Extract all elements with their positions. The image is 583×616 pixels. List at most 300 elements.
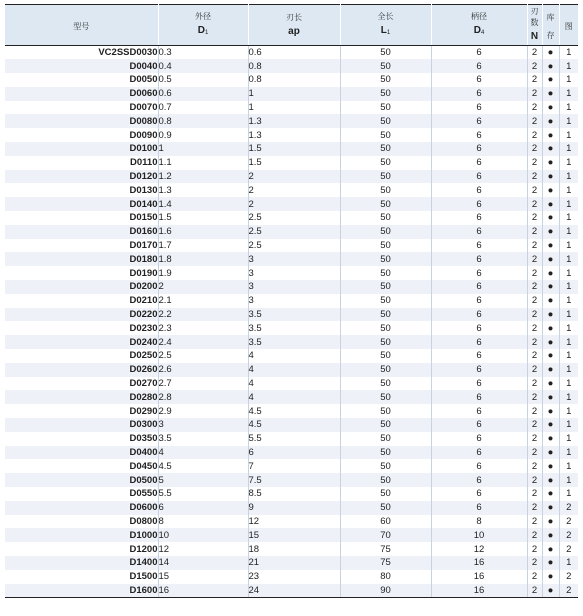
cell-flutes: 2 — [527, 197, 542, 211]
cell-model: D0170 — [5, 239, 158, 253]
cell-cutting-length: 2 — [248, 183, 340, 197]
cell-shank-diameter: 6 — [431, 473, 527, 487]
cell-overall-length: 50 — [340, 487, 431, 501]
cell-stock: ● — [542, 515, 559, 529]
cell-figure: 1 — [559, 87, 578, 101]
header-shank-diameter — [431, 5, 527, 46]
cell-stock: ● — [542, 46, 559, 60]
cell-shank-diameter: 6 — [431, 211, 527, 225]
cell-stock: ● — [542, 473, 559, 487]
cell-model: D0240 — [5, 335, 158, 349]
cell-shank-diameter: 6 — [431, 197, 527, 211]
header-flutes-label: 刃数 — [530, 7, 539, 27]
cell-flutes: 2 — [527, 211, 542, 225]
cell-outer-diameter: 4.5 — [158, 459, 248, 473]
cell-overall-length: 50 — [340, 321, 431, 335]
cell-figure: 1 — [559, 404, 578, 418]
cell-stock: ● — [542, 128, 559, 142]
cell-figure: 1 — [559, 280, 578, 294]
cell-overall-length: 50 — [340, 142, 431, 156]
cell-overall-length: 60 — [340, 515, 431, 529]
cell-cutting-length: 2.5 — [248, 225, 340, 239]
cell-overall-length: 50 — [340, 239, 431, 253]
cell-shank-diameter: 6 — [431, 446, 527, 460]
cell-cutting-length: 24 — [248, 584, 340, 598]
cell-shank-diameter: 6 — [431, 46, 527, 60]
cell-cutting-length: 6 — [248, 446, 340, 460]
cell-stock: ● — [542, 487, 559, 501]
cell-flutes: 2 — [527, 294, 542, 308]
cell-cutting-length: 4 — [248, 349, 340, 363]
cell-cutting-length: 1 — [248, 101, 340, 115]
cell-shank-diameter: 12 — [431, 542, 527, 556]
cell-figure: 2 — [559, 501, 578, 515]
cell-outer-diameter: 1 — [158, 142, 248, 156]
cell-model: VC2SSD0030 — [5, 46, 158, 60]
cell-figure: 1 — [559, 142, 578, 156]
cell-flutes: 2 — [527, 459, 542, 473]
header-outer-diameter — [158, 5, 248, 46]
cell-outer-diameter: 2.3 — [158, 321, 248, 335]
cell-model: D0130 — [5, 183, 158, 197]
cell-figure: 2 — [559, 515, 578, 529]
header-cutting-length-label: 刃长 — [286, 12, 302, 22]
cell-outer-diameter: 3 — [158, 418, 248, 432]
cell-model: D0110 — [5, 156, 158, 170]
cell-model: D0800 — [5, 515, 158, 529]
header-outer-diameter-label: 外径 — [195, 11, 211, 21]
cell-cutting-length: 1.5 — [248, 156, 340, 170]
cell-figure: 1 — [559, 432, 578, 446]
cell-overall-length: 50 — [340, 404, 431, 418]
header-row — [5, 5, 578, 46]
cell-model: D0160 — [5, 225, 158, 239]
cell-overall-length: 50 — [340, 183, 431, 197]
cell-figure: 1 — [559, 308, 578, 322]
cell-cutting-length: 1.3 — [248, 114, 340, 128]
cell-figure: 1 — [559, 59, 578, 73]
cell-stock: ● — [542, 156, 559, 170]
cell-cutting-length: 2.5 — [248, 239, 340, 253]
cell-flutes: 2 — [527, 515, 542, 529]
cell-figure: 1 — [559, 239, 578, 253]
cell-model: D0600 — [5, 501, 158, 515]
cell-figure: 2 — [559, 584, 578, 598]
cell-outer-diameter: 1.8 — [158, 252, 248, 266]
table-row — [5, 349, 578, 363]
cell-shank-diameter: 6 — [431, 114, 527, 128]
cell-overall-length: 50 — [340, 377, 431, 391]
cell-stock: ● — [542, 528, 559, 542]
cell-figure: 1 — [559, 101, 578, 115]
cell-figure: 1 — [559, 487, 578, 501]
cell-outer-diameter: 16 — [158, 584, 248, 598]
table-row — [5, 280, 578, 294]
cell-outer-diameter: 5 — [158, 473, 248, 487]
cell-flutes: 2 — [527, 73, 542, 87]
cell-outer-diameter: 4 — [158, 446, 248, 460]
cell-stock: ● — [542, 335, 559, 349]
cell-outer-diameter: 6 — [158, 501, 248, 515]
cell-outer-diameter: 0.9 — [158, 128, 248, 142]
table-row — [5, 73, 578, 87]
cell-shank-diameter: 6 — [431, 349, 527, 363]
cell-outer-diameter: 0.3 — [158, 46, 248, 60]
cell-overall-length: 50 — [340, 266, 431, 280]
cell-stock: ● — [542, 542, 559, 556]
header-d4-subscript: 4 — [480, 29, 485, 36]
table-row — [5, 101, 578, 115]
cell-outer-diameter: 2.8 — [158, 390, 248, 404]
cell-shank-diameter: 16 — [431, 570, 527, 584]
cell-outer-diameter: 2.7 — [158, 377, 248, 391]
cell-flutes: 2 — [527, 59, 542, 73]
table-row — [5, 584, 578, 598]
cell-model: D0200 — [5, 280, 158, 294]
cell-outer-diameter: 5.5 — [158, 487, 248, 501]
cell-flutes: 2 — [527, 266, 542, 280]
cell-flutes: 2 — [527, 390, 542, 404]
cell-shank-diameter: 6 — [431, 459, 527, 473]
cell-outer-diameter: 2.4 — [158, 335, 248, 349]
table-row — [5, 321, 578, 335]
cell-outer-diameter: 1.5 — [158, 211, 248, 225]
cell-cutting-length: 3 — [248, 294, 340, 308]
cell-flutes: 2 — [527, 156, 542, 170]
cell-overall-length: 75 — [340, 542, 431, 556]
cell-flutes: 2 — [527, 239, 542, 253]
cell-overall-length: 50 — [340, 459, 431, 473]
cell-outer-diameter: 0.6 — [158, 87, 248, 101]
table-row — [5, 197, 578, 211]
cell-shank-diameter: 6 — [431, 501, 527, 515]
cell-flutes: 2 — [527, 377, 542, 391]
header-ap-symbol: ap — [288, 25, 300, 37]
cell-shank-diameter: 6 — [431, 156, 527, 170]
table-row — [5, 225, 578, 239]
header-model-label: 型号 — [73, 22, 90, 31]
cell-stock: ● — [542, 280, 559, 294]
cell-outer-diameter: 1.7 — [158, 239, 248, 253]
cell-figure: 1 — [559, 473, 578, 487]
cell-figure: 1 — [559, 46, 578, 60]
table-row — [5, 542, 578, 556]
cell-shank-diameter: 6 — [431, 432, 527, 446]
cell-flutes: 2 — [527, 418, 542, 432]
table-row — [5, 239, 578, 253]
cell-outer-diameter: 0.7 — [158, 101, 248, 115]
cell-overall-length: 50 — [340, 101, 431, 115]
table-row — [5, 404, 578, 418]
header-n-symbol: N — [530, 31, 539, 42]
cell-shank-diameter: 6 — [431, 418, 527, 432]
cell-model: D0180 — [5, 252, 158, 266]
cell-cutting-length: 15 — [248, 528, 340, 542]
cell-figure: 1 — [559, 114, 578, 128]
cell-stock: ● — [542, 59, 559, 73]
cell-figure: 1 — [559, 156, 578, 170]
header-d1-symbol — [159, 24, 248, 40]
cell-flutes: 2 — [527, 556, 542, 570]
cell-cutting-length: 4 — [248, 377, 340, 391]
cell-figure: 1 — [559, 252, 578, 266]
header-d1-subscript: 1 — [204, 29, 209, 36]
cell-stock: ● — [542, 252, 559, 266]
cell-shank-diameter: 6 — [431, 142, 527, 156]
cell-model: D0040 — [5, 59, 158, 73]
cell-model: D0450 — [5, 459, 158, 473]
cell-overall-length: 50 — [340, 252, 431, 266]
table-row — [5, 446, 578, 460]
cell-figure: 1 — [559, 556, 578, 570]
table-row — [5, 556, 578, 570]
header-flutes — [527, 5, 542, 46]
cell-cutting-length: 23 — [248, 570, 340, 584]
cell-model: D0230 — [5, 321, 158, 335]
cell-cutting-length: 4.5 — [248, 418, 340, 432]
header-shank-diameter-label: 柄径 — [471, 11, 487, 21]
cell-model: D0210 — [5, 294, 158, 308]
cell-model: D0500 — [5, 473, 158, 487]
header-d4-letter: D — [473, 24, 481, 36]
cell-shank-diameter: 6 — [431, 280, 527, 294]
spec-table — [5, 4, 578, 598]
cell-flutes: 2 — [527, 128, 542, 142]
cell-model: D0070 — [5, 101, 158, 115]
cell-model: D0060 — [5, 87, 158, 101]
header-figure — [559, 5, 578, 46]
cell-stock: ● — [542, 459, 559, 473]
cell-outer-diameter: 8 — [158, 515, 248, 529]
cell-model: D0280 — [5, 390, 158, 404]
cell-shank-diameter: 6 — [431, 252, 527, 266]
cell-outer-diameter: 2.5 — [158, 349, 248, 363]
cell-shank-diameter: 10 — [431, 528, 527, 542]
cell-shank-diameter: 6 — [431, 170, 527, 184]
cell-flutes: 2 — [527, 432, 542, 446]
cell-model: D0100 — [5, 142, 158, 156]
cell-shank-diameter: 6 — [431, 225, 527, 239]
table-row — [5, 156, 578, 170]
cell-figure: 1 — [559, 170, 578, 184]
cell-outer-diameter: 1.2 — [158, 170, 248, 184]
cell-shank-diameter: 6 — [431, 183, 527, 197]
cell-cutting-length: 0.6 — [248, 46, 340, 60]
cell-flutes: 2 — [527, 321, 542, 335]
cell-flutes: 2 — [527, 501, 542, 515]
table-row — [5, 390, 578, 404]
cell-figure: 1 — [559, 266, 578, 280]
cell-shank-diameter: 6 — [431, 59, 527, 73]
cell-model: D1200 — [5, 542, 158, 556]
cell-stock: ● — [542, 183, 559, 197]
cell-cutting-length: 1.3 — [248, 128, 340, 142]
cell-overall-length: 50 — [340, 349, 431, 363]
cell-overall-length: 50 — [340, 46, 431, 60]
header-l1-letter: L — [380, 24, 387, 36]
cell-outer-diameter: 1.1 — [158, 156, 248, 170]
cell-overall-length: 50 — [340, 225, 431, 239]
cell-overall-length: 50 — [340, 114, 431, 128]
cell-figure: 1 — [559, 377, 578, 391]
cell-outer-diameter: 10 — [158, 528, 248, 542]
cell-flutes: 2 — [527, 225, 542, 239]
cell-stock: ● — [542, 142, 559, 156]
cell-outer-diameter: 1.6 — [158, 225, 248, 239]
header-cutting-length — [248, 5, 340, 46]
cell-figure: 1 — [559, 183, 578, 197]
cell-figure: 1 — [559, 446, 578, 460]
cell-overall-length: 50 — [340, 390, 431, 404]
cell-overall-length: 50 — [340, 211, 431, 225]
cell-cutting-length: 8.5 — [248, 487, 340, 501]
cell-stock: ● — [542, 225, 559, 239]
table-row — [5, 183, 578, 197]
cell-shank-diameter: 16 — [431, 556, 527, 570]
cell-figure: 2 — [559, 570, 578, 584]
cell-shank-diameter: 6 — [431, 335, 527, 349]
cell-model: D0300 — [5, 418, 158, 432]
table-row — [5, 308, 578, 322]
cell-figure: 1 — [559, 335, 578, 349]
cell-cutting-length: 18 — [248, 542, 340, 556]
cell-cutting-length: 3.5 — [248, 321, 340, 335]
cell-overall-length: 75 — [340, 556, 431, 570]
cell-figure: 2 — [559, 528, 578, 542]
cell-figure: 1 — [559, 73, 578, 87]
cell-figure: 1 — [559, 225, 578, 239]
cell-model: D0270 — [5, 377, 158, 391]
cell-figure: 1 — [559, 321, 578, 335]
cell-outer-diameter: 2.2 — [158, 308, 248, 322]
cell-model: D1400 — [5, 556, 158, 570]
table-header — [5, 5, 578, 46]
cell-overall-length: 50 — [340, 128, 431, 142]
cell-cutting-length: 3.5 — [248, 335, 340, 349]
header-l1-subscript: 1 — [386, 29, 391, 36]
cell-cutting-length: 4 — [248, 363, 340, 377]
cell-cutting-length: 2.5 — [248, 211, 340, 225]
cell-figure: 1 — [559, 349, 578, 363]
cell-shank-diameter: 8 — [431, 515, 527, 529]
cell-shank-diameter: 6 — [431, 73, 527, 87]
table-row — [5, 432, 578, 446]
cell-overall-length: 50 — [340, 473, 431, 487]
cell-shank-diameter: 6 — [431, 266, 527, 280]
cell-model: D0120 — [5, 170, 158, 184]
cell-outer-diameter: 2.1 — [158, 294, 248, 308]
cell-outer-diameter: 0.4 — [158, 59, 248, 73]
cell-flutes: 2 — [527, 87, 542, 101]
table-row — [5, 142, 578, 156]
header-d4-symbol — [432, 24, 527, 40]
cell-flutes: 2 — [527, 142, 542, 156]
table-row — [5, 377, 578, 391]
cell-outer-diameter: 1.9 — [158, 266, 248, 280]
table-row — [5, 294, 578, 308]
header-figure-label: 图 — [564, 22, 573, 31]
cell-outer-diameter: 1.4 — [158, 197, 248, 211]
cell-flutes: 2 — [527, 308, 542, 322]
cell-overall-length: 50 — [340, 197, 431, 211]
cell-model: D0400 — [5, 446, 158, 460]
table-row — [5, 501, 578, 515]
cell-outer-diameter: 2.6 — [158, 363, 248, 377]
cell-flutes: 2 — [527, 363, 542, 377]
cell-outer-diameter: 14 — [158, 556, 248, 570]
cell-stock: ● — [542, 418, 559, 432]
cell-overall-length: 50 — [340, 87, 431, 101]
cell-cutting-length: 12 — [248, 515, 340, 529]
cell-model: D0140 — [5, 197, 158, 211]
cell-model: D0260 — [5, 363, 158, 377]
cell-overall-length: 50 — [340, 363, 431, 377]
cell-figure: 1 — [559, 294, 578, 308]
table-row — [5, 59, 578, 73]
cell-flutes: 2 — [527, 349, 542, 363]
cell-outer-diameter: 12 — [158, 542, 248, 556]
cell-stock: ● — [542, 294, 559, 308]
cell-flutes: 2 — [527, 335, 542, 349]
table-row — [5, 114, 578, 128]
table-row — [5, 211, 578, 225]
cell-flutes: 2 — [527, 252, 542, 266]
cell-cutting-length: 9 — [248, 501, 340, 515]
cell-flutes: 2 — [527, 570, 542, 584]
cell-flutes: 2 — [527, 446, 542, 460]
table-row — [5, 515, 578, 529]
cell-overall-length: 50 — [340, 73, 431, 87]
cell-cutting-length: 21 — [248, 556, 340, 570]
cell-shank-diameter: 6 — [431, 294, 527, 308]
cell-flutes: 2 — [527, 404, 542, 418]
table-row — [5, 170, 578, 184]
header-model — [5, 5, 158, 46]
cell-model: D1600 — [5, 584, 158, 598]
cell-overall-length: 50 — [340, 432, 431, 446]
cell-model: D0080 — [5, 114, 158, 128]
cell-model: D1500 — [5, 570, 158, 584]
cell-cutting-length: 4.5 — [248, 404, 340, 418]
cell-shank-diameter: 6 — [431, 239, 527, 253]
cell-outer-diameter: 1.3 — [158, 183, 248, 197]
cell-model: D0090 — [5, 128, 158, 142]
cell-cutting-length: 3 — [248, 280, 340, 294]
cell-cutting-length: 4 — [248, 390, 340, 404]
cell-cutting-length: 2 — [248, 170, 340, 184]
cell-shank-diameter: 6 — [431, 321, 527, 335]
cell-stock: ● — [542, 308, 559, 322]
cell-flutes: 2 — [527, 584, 542, 598]
cell-shank-diameter: 6 — [431, 101, 527, 115]
cell-cutting-length: 7.5 — [248, 473, 340, 487]
cell-flutes: 2 — [527, 114, 542, 128]
cell-stock: ● — [542, 101, 559, 115]
cell-figure: 1 — [559, 459, 578, 473]
header-l1-symbol — [341, 24, 431, 40]
cell-shank-diameter: 6 — [431, 404, 527, 418]
cell-flutes: 2 — [527, 280, 542, 294]
header-stock — [542, 5, 559, 46]
table-row — [5, 528, 578, 542]
cell-stock: ● — [542, 584, 559, 598]
table-row — [5, 266, 578, 280]
cell-shank-diameter: 6 — [431, 128, 527, 142]
header-stock-line2: 存 — [546, 31, 555, 40]
cell-model: D0290 — [5, 404, 158, 418]
cell-overall-length: 50 — [340, 280, 431, 294]
cell-stock: ● — [542, 170, 559, 184]
